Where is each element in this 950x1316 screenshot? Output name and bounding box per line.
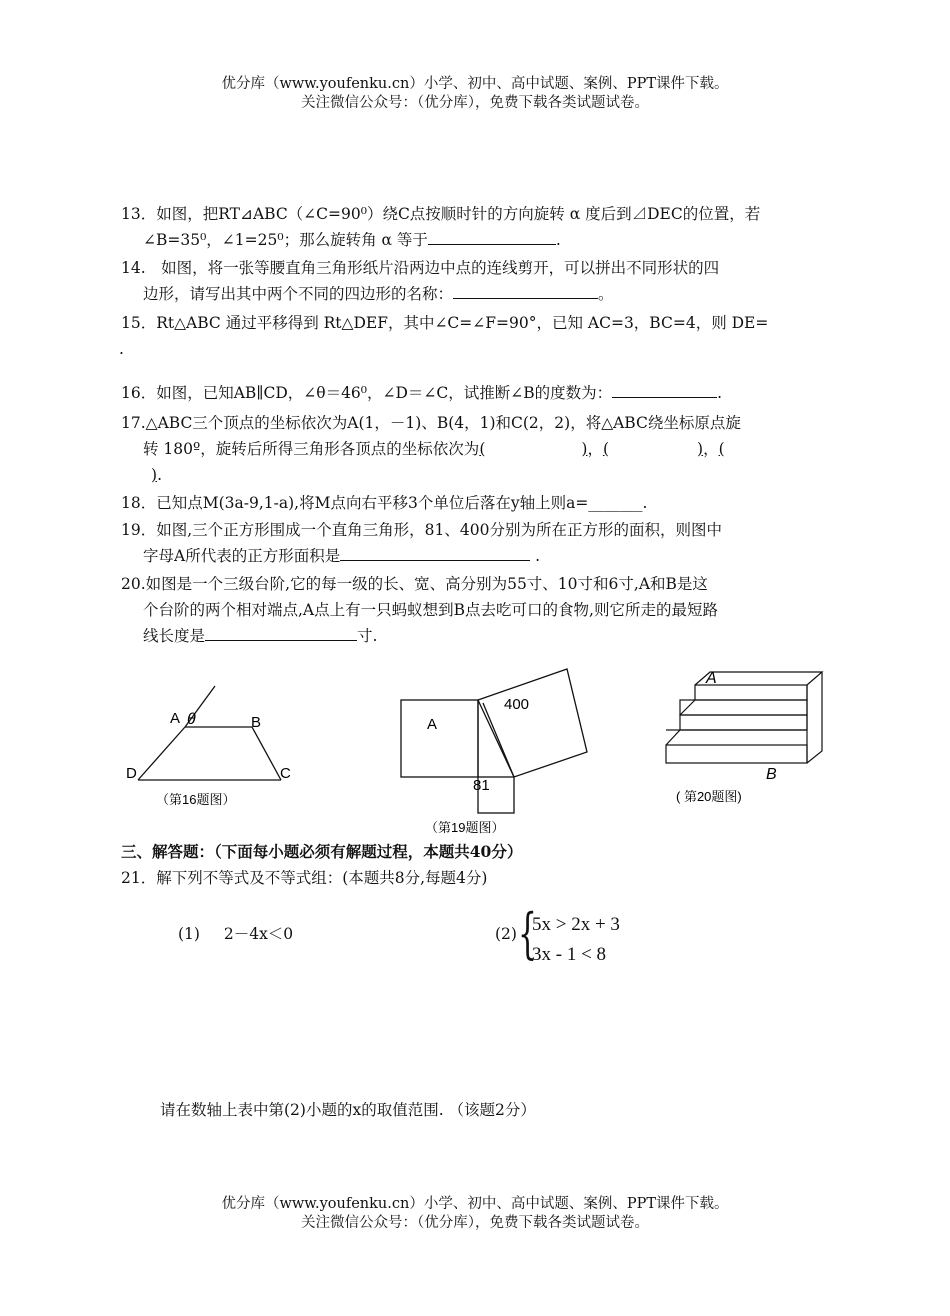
fig16-label-b: B [251,714,262,731]
question-20 [121,571,831,649]
fig16-caption: （第16题图） [156,792,236,807]
q17-answer-3-close[interactable]: ) [151,466,158,484]
fig16-label-a: A [170,710,181,727]
q17-line2 [121,436,831,462]
q14-line2 [121,281,831,307]
fig19-square-400 [478,669,587,777]
q16-end: . [717,384,723,402]
q17-line2-text: 转 180º，旋转后所得三角形各顶点的坐标依次为 [143,440,480,458]
q17-line3 [121,462,831,488]
q16-text: 16．如图，已知AB∥CD，∠θ＝46⁰，∠D＝∠C，试推断∠B的度数为： [121,384,613,402]
q18-text: 18．已知点M(3a-9,1-a),将M点向右平移3个单位后落在y轴上则a=_______. [121,494,648,512]
q15-line1: 15．Rt△ABC 通过平移得到 Rt△DEF，其中∠C=∠F=90°，已知 AC=3，BC=4，则 DE= [121,314,769,332]
header-line-1: 优分库（www.youfenku.cn）小学、初中、高中试题、案例、PPT课件下载。 [221,76,729,92]
q17-answer-1[interactable]: ( ) [479,440,588,458]
q21-part2-line2: 3x - 1 < 8 [532,944,607,965]
figure-19 [395,665,600,840]
q20-line2: 个台阶的两个相对端点,A点上有一只蚂蚁想到B点去吃可口的食物,则它所走的最短路 [143,601,718,619]
fig20-side-edge [807,672,822,763]
section-3-title: 三、解答题：（下面每小题必须有解题过程，本题共40分） [121,842,523,861]
fig19-label-400: 400 [504,696,530,713]
fig20-edge-1 [680,700,695,715]
figure-16 [120,680,320,820]
q17-sep2: ， [703,440,719,458]
fig16-label-d: D [126,765,137,782]
question-13 [121,201,831,253]
q13-line2 [121,227,831,253]
q17-sep1: ， [587,440,603,458]
q21-part-1 [178,922,293,946]
q21-part2-label: (2) [495,925,517,943]
q21-part2-system [532,910,620,970]
q20-line1: 20.如图是一个三级台阶,它的每一级的长、宽、高分别为55寸、10寸和6寸,A和B是这 [121,575,708,593]
fig20-step-middle-riser [680,700,807,715]
q21-title: 21．解下列不等式及不等式组：(本题共8分,每题4分) [121,869,488,887]
q17-line3-end: . [157,466,162,484]
q19-line1: 19．如图,三个正方形围成一个直角三角形，81、400分别为所在正方形的面积，则图中 [121,521,722,539]
q13-end: . [555,231,561,249]
fig19-triangle-hypotenuse [483,703,514,777]
question-16 [121,380,831,406]
q20-end: 寸. [357,627,378,645]
q14-end: 。 [598,285,614,303]
q14-answer-blank[interactable] [453,282,598,299]
q19-line2 [121,543,831,569]
page-footer [0,1195,950,1233]
fig19-caption: （第19题图） [425,820,505,835]
footer-line-1: 优分库（www.youfenku.cn）小学、初中、高中试题、案例、PPT课件下载。 [221,1196,729,1212]
q15-line2: . [119,340,124,358]
fig19-label-81: 81 [473,777,490,794]
question-15 [121,310,831,362]
q17-line1: 17.△ABC三个顶点的坐标依次为A(1，－1)、B(4，1)和C(2，2)，将△ABC绕坐标原点旋 [121,414,741,432]
q21-brace-icon: { [518,902,537,965]
q20-line3-text: 线长度是 [143,627,206,645]
q16-answer-blank[interactable] [612,381,717,398]
question-18 [121,490,831,516]
question-17 [121,410,831,488]
fig20-step-bottom-front [666,745,807,763]
question-19 [121,517,831,569]
fig16-line-bc [252,727,281,780]
q20-answer-blank[interactable] [205,624,357,641]
fig16-line-da [138,727,185,780]
fig20-tread-lower [666,730,807,745]
q19-answer-blank[interactable] [340,544,530,561]
q17-answer-2[interactable]: ( ) [602,440,704,458]
q21-part2-line1: 5x > 2x + 3 [532,914,620,935]
fig16-label-c: C [280,765,291,782]
fig19-label-a: A [427,716,438,733]
q21-note: 请在数轴上表中第(2)小题的x的取值范围. （该题2分） [160,1101,536,1119]
q19-line2-text: 字母A所代表的正方形面积是 [143,547,341,565]
fig16-label-theta: θ [187,711,196,728]
q21-part1-expression: 2－4x＜0 [223,925,294,943]
q19-end: . [530,547,541,565]
q13-answer-blank[interactable] [428,228,556,245]
fig20-caption: ( 第20题图) [676,789,742,804]
fig20-label-b: B [766,766,777,783]
q13-line2-text: ∠B=35⁰，∠1=25⁰；那么旋转角 α 等于 [143,231,428,249]
q21-part1-label: (1) [178,925,200,943]
q13-line1: 13．如图，把RT⊿ABC（∠C=90⁰）绕C点按顺时针的方向旋转 α 度后到⊿DEC的位置，若 [121,205,761,223]
question-14 [121,255,831,307]
q20-line3 [121,623,831,649]
header-line-2: 关注微信公众号：（优分库），免费下载各类试题试卷。 [301,95,649,111]
figure-20 [660,665,845,810]
q14-line1: 14. 如图，将一张等腰直角三角形纸片沿两边中点的连线剪开，可以拼出不同形状的四 [121,259,720,277]
q14-line2-text: 边形，请写出其中两个不同的四边形的名称： [143,285,454,303]
fig20-label-a: A [706,670,717,687]
fig20-step-lower-riser [680,715,807,730]
q17-answer-3-open[interactable]: ( [718,440,725,458]
fig20-step-top [695,685,807,700]
page-header [0,75,950,113]
fig19-square-a [401,700,478,777]
footer-line-2: 关注微信公众号：（优分库），免费下载各类试题试卷。 [301,1215,649,1231]
